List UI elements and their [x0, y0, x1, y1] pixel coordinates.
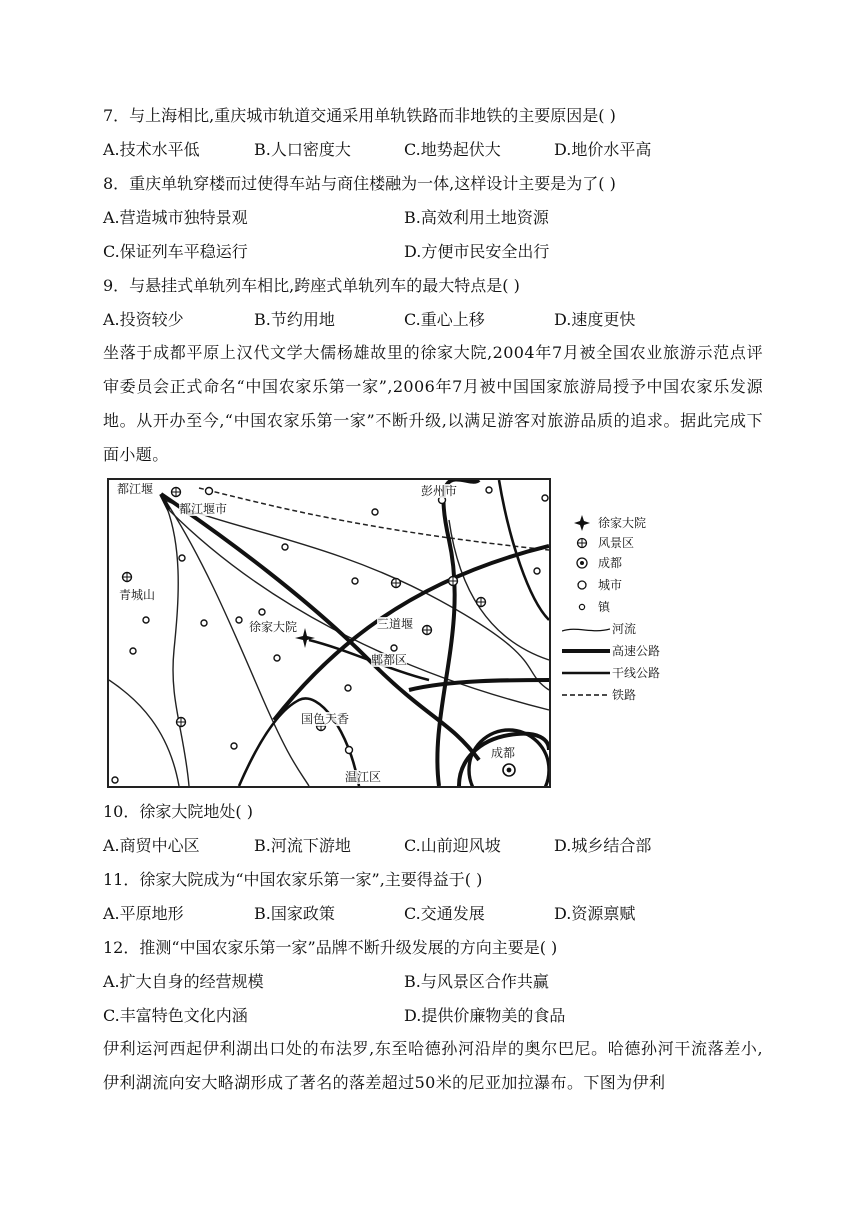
question-12-stem: 12．推测“中国农家乐第一家”品牌不断升级发展的方向主要是( ) — [103, 938, 558, 957]
q10-option-b: B.河流下游地 — [254, 836, 351, 855]
legend-town: 镇 — [562, 598, 682, 616]
label-dujiangyan: 都江堰 — [117, 482, 154, 496]
label-qingchengshan: 青城山 — [119, 588, 156, 602]
xujiadayuan-star-icon — [295, 628, 315, 648]
legend-railway: 铁路 — [562, 686, 682, 704]
question-9-stem: 9．与悬挂式单轨列车相比,跨座式单轨列车的最大特点是( ) — [103, 276, 520, 295]
q9-option-b: B.节约用地 — [254, 310, 335, 329]
label-xujiadayuan: 徐家大院 — [249, 620, 298, 634]
q10-option-c: C.山前迎风坡 — [404, 836, 501, 855]
passage-xujiadayuan: 坐落于成都平原上汉代文学大儒杨雄故里的徐家大院,2004年7月被全国农业旅游示范点评审委员会正式命名“中国农家乐第一家”,2006年7月被中国国家旅游局授予中国农家乐发源地。从开办至今,“中国农家乐第一家”不断升级,以满足游客对旅游品质的追求。据此完成下面小题。 — [103, 343, 763, 464]
map-legend — [562, 508, 682, 708]
legend-scenic: 风景区 — [562, 534, 682, 552]
legend-xujiadayuan: 徐家大院 — [562, 514, 682, 532]
railway-line-icon — [562, 686, 610, 704]
legend-highway: 高速公路 — [562, 642, 682, 660]
q11-option-a: A.平原地形 — [103, 904, 184, 923]
label-pengzhou: 彭州市 — [421, 484, 458, 498]
q11-option-c: C.交通发展 — [404, 904, 485, 923]
trunk-road-line-icon — [562, 664, 610, 682]
q11-option-b: B.国家政策 — [254, 904, 335, 923]
question-8-stem: 8．重庆单轨穿楼而过使得车站与商住楼融为一体,这样设计主要是为了( ) — [103, 174, 616, 193]
q9-option-a: A.投资较少 — [103, 310, 184, 329]
q9-option-c: C.重心上移 — [404, 310, 485, 329]
label-sandaoyan: 三道堰 — [377, 617, 414, 631]
legend-river: 河流 — [562, 620, 682, 638]
legend-trunk-road: 干线公路 — [562, 664, 682, 682]
q7-option-d: D.地价水平高 — [554, 140, 652, 159]
q10-option-d: D.城乡结合部 — [554, 836, 652, 855]
passage-erie-canal: 伊利运河西起伊利湖出口处的布法罗,东至哈德孙河沿岸的奥尔巴尼。哈德孙河干流落差小,伊利湖流向安大略湖形成了著名的落差超过50米的尼亚加拉瀑布。下图为伊利 — [103, 1039, 763, 1092]
question-10-stem: 10．徐家大院地处( ) — [103, 802, 253, 821]
q12-option-c: C.丰富特色文化内涵 — [103, 1006, 248, 1025]
label-chengdu: 成都 — [491, 746, 516, 760]
map-drawing — [109, 480, 549, 786]
q9-option-d: D.速度更快 — [554, 310, 636, 329]
regional-map — [107, 478, 551, 788]
q7-option-c: C.地势起伏大 — [404, 140, 501, 159]
q8-option-a: A.营造城市独特景观 — [103, 208, 248, 227]
q8-option-d: D.方便市民安全出行 — [404, 242, 550, 261]
q7-option-b: B.人口密度大 — [254, 140, 351, 159]
label-pidu: 郫都区 — [371, 653, 408, 667]
q10-option-a: A.商贸中心区 — [103, 836, 200, 855]
label-guosetianxiang: 国色天香 — [301, 712, 350, 726]
q8-option-c: C.保证列车平稳运行 — [103, 242, 248, 261]
q12-option-d: D.提供价廉物美的食品 — [404, 1006, 566, 1025]
legend-city: 城市 — [562, 576, 682, 594]
highway-line-icon — [562, 642, 610, 660]
question-11-stem: 11．徐家大院成为“中国农家乐第一家”,主要得益于( ) — [103, 870, 483, 889]
q12-option-b: B.与风景区合作共赢 — [404, 972, 549, 991]
question-7-stem: 7．与上海相比,重庆城市轨道交通采用单轨铁路而非地铁的主要原因是( ) — [103, 106, 616, 125]
river-line-icon — [562, 620, 610, 638]
q12-option-a: A.扩大自身的经营规模 — [103, 972, 264, 991]
q7-option-a: A.技术水平低 — [103, 140, 200, 159]
legend-chengdu: 成都 — [562, 554, 682, 572]
q11-option-d: D.资源禀赋 — [554, 904, 636, 923]
label-dujiangyan-city: 都江堰市 — [179, 502, 228, 516]
q8-option-b: B.高效利用土地资源 — [404, 208, 549, 227]
label-wenjiang: 温江区 — [345, 770, 382, 784]
